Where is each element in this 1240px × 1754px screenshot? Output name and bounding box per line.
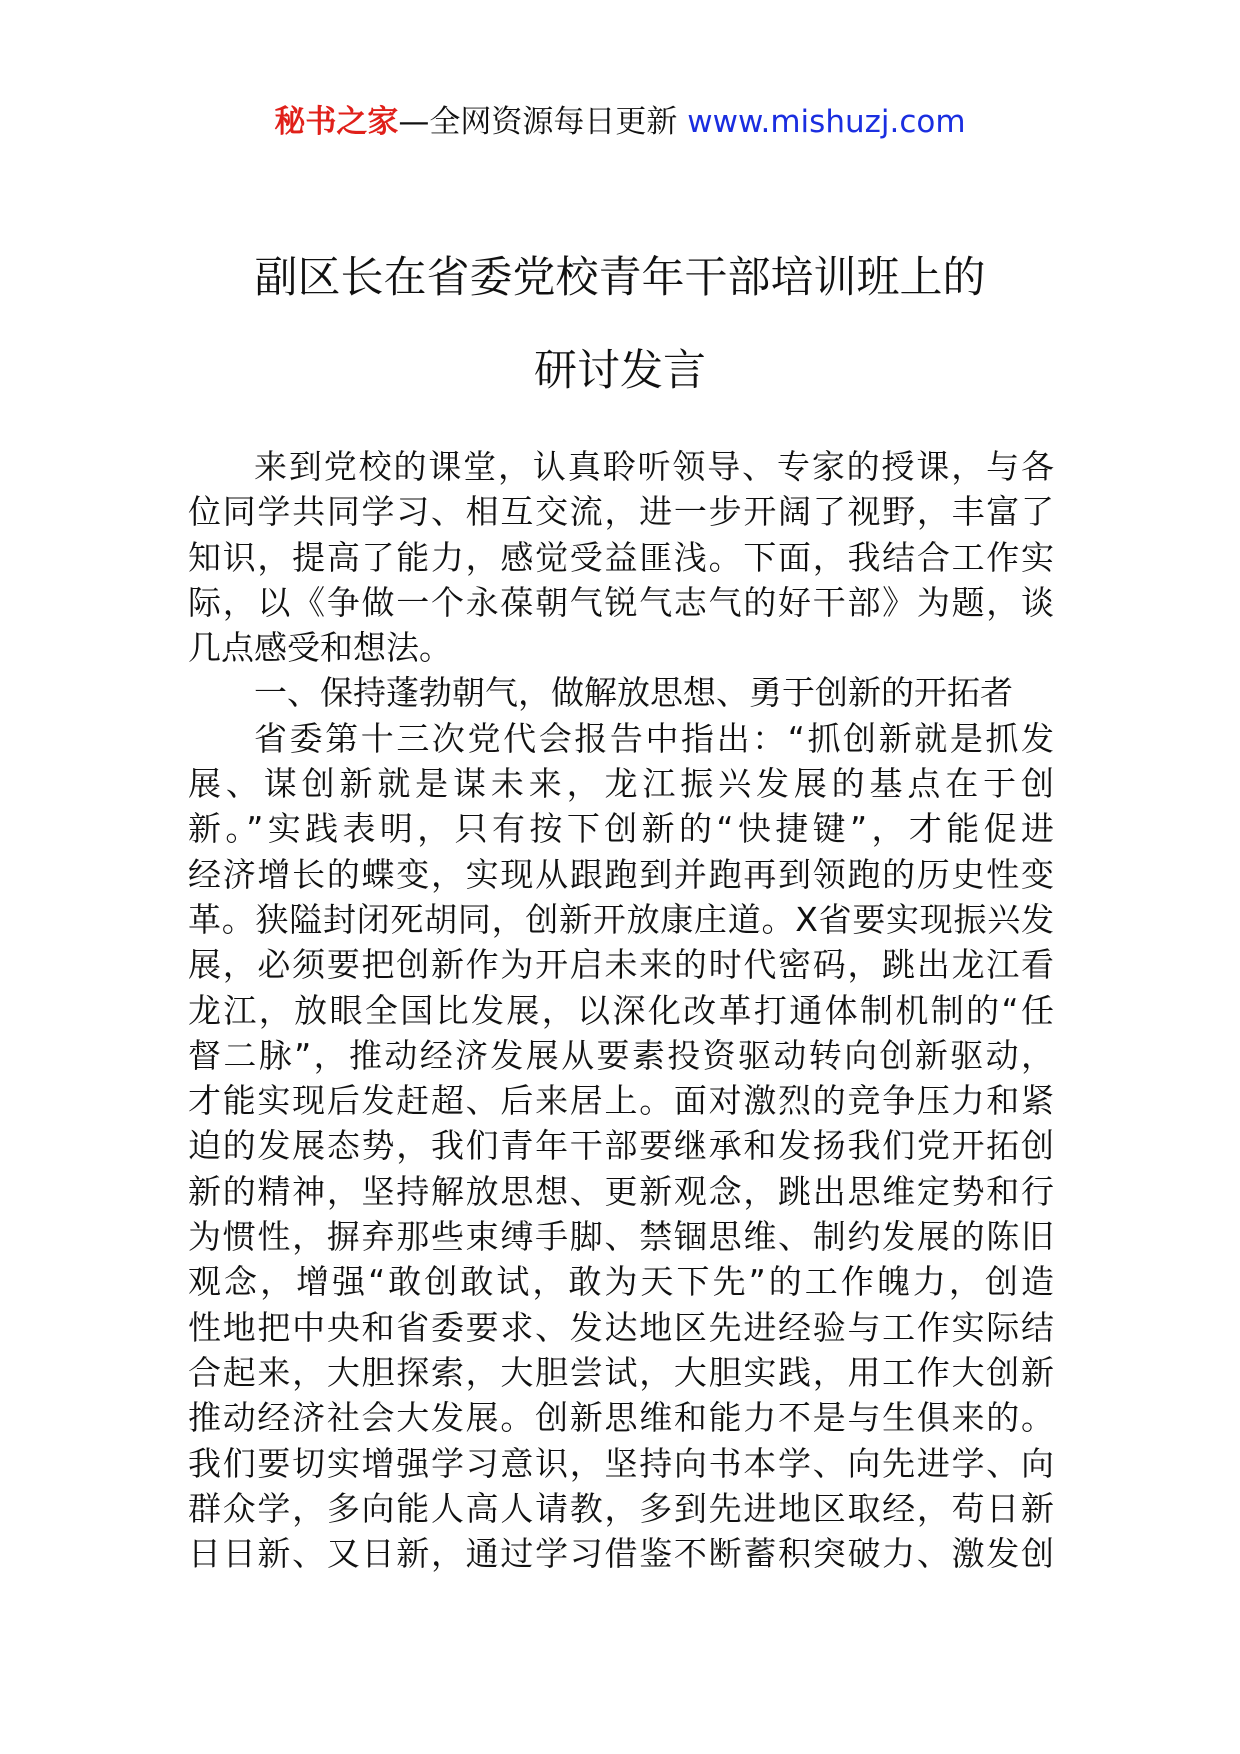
- paragraph-line: 经济增长的蝶变，实现从跟跑到并跑再到领跑的历史性变: [188, 854, 1054, 894]
- paragraph-line: 群众学，多向能人高人请教，多到先进地区取经，苟日新: [188, 1488, 1054, 1528]
- paragraph-line: 龙江，放眼全国比发展，以深化改革打通体制机制的“任: [188, 990, 1054, 1030]
- paragraph-line: 观念，增强“敢创敢试，敢为天下先”的工作魄力，创造: [188, 1262, 1054, 1302]
- paragraph-line: 才能实现后发赶超、后来居上。面对激烈的竞争压力和紧: [188, 1081, 1054, 1121]
- paragraph-line: 督二脉”，推动经济发展从要素投资驱动转向创新驱动，: [188, 1035, 1054, 1075]
- site-slogan: —全网资源每日更新: [398, 104, 678, 140]
- paragraph-line: 新的精神，坚持解放思想、更新观念，跳出思维定势和行: [188, 1171, 1054, 1211]
- title-line-2: 研讨发言: [534, 346, 706, 396]
- site-url-link[interactable]: www.mishuzj.com: [687, 104, 966, 140]
- paragraph-line: 省委第十三次党代会报告中指出：“抓创新就是抓发: [254, 718, 1054, 758]
- paragraph-line: 迫的发展态势，我们青年干部要继承和发扬我们党开拓创: [188, 1126, 1054, 1166]
- paragraph-line: 几点感受和想法。: [188, 628, 452, 668]
- paragraph-line: 新。”实践表明，只有按下创新的“快捷键”，才能促进: [188, 809, 1054, 849]
- paragraph-line: 为惯性，摒弃那些束缚手脚、禁锢思维、制约发展的陈旧: [188, 1217, 1054, 1257]
- paragraph-line: 日日新、又日新，通过学习借鉴不断蓄积突破力、激发创: [188, 1534, 1054, 1574]
- paragraph-line: 革。狭隘封闭死胡同，创新开放康庄道。X省要实现振兴发: [188, 899, 1054, 939]
- paragraph-line: 来到党校的课堂，认真聆听领导、专家的授课，与各: [254, 447, 1054, 486]
- paragraph-line: 展，必须要把创新作为开启未来的时代密码，跳出龙江看: [188, 945, 1054, 985]
- document-title: [0, 232, 1240, 418]
- site-brand: 秘书之家: [274, 104, 399, 140]
- paragraph-line: 位同学共同学习、相互交流，进一步开阔了视野，丰富了: [188, 492, 1054, 532]
- paragraph-line: 际，以《争做一个永葆朝气锐气志气的好干部》为题，谈: [188, 582, 1054, 622]
- site-header: [0, 100, 1240, 144]
- document-body: [188, 444, 1054, 1576]
- title-line-1: 副区长在省委党校青年干部培训班上的: [254, 253, 986, 303]
- section-heading: 一、保持蓬勃朝气，做解放思想、勇于创新的开拓者: [254, 673, 1013, 713]
- paragraph-line: 展、谋创新就是谋未来，龙江振兴发展的基点在于创: [188, 764, 1054, 804]
- paragraph-line: 性地把中央和省委要求、发达地区先进经验与工作实际结: [188, 1307, 1054, 1347]
- paragraph-line: 合起来，大胆探索，大胆尝试，大胆实践，用工作大创新: [188, 1352, 1054, 1392]
- paragraph-line: 推动经济社会大发展。创新思维和能力不是与生俱来的。: [188, 1398, 1054, 1438]
- paragraph-line: 知识，提高了能力，感觉受益匪浅。下面，我结合工作实: [188, 537, 1054, 577]
- paragraph-line: 我们要切实增强学习意识，坚持向书本学、向先进学、向: [188, 1443, 1054, 1483]
